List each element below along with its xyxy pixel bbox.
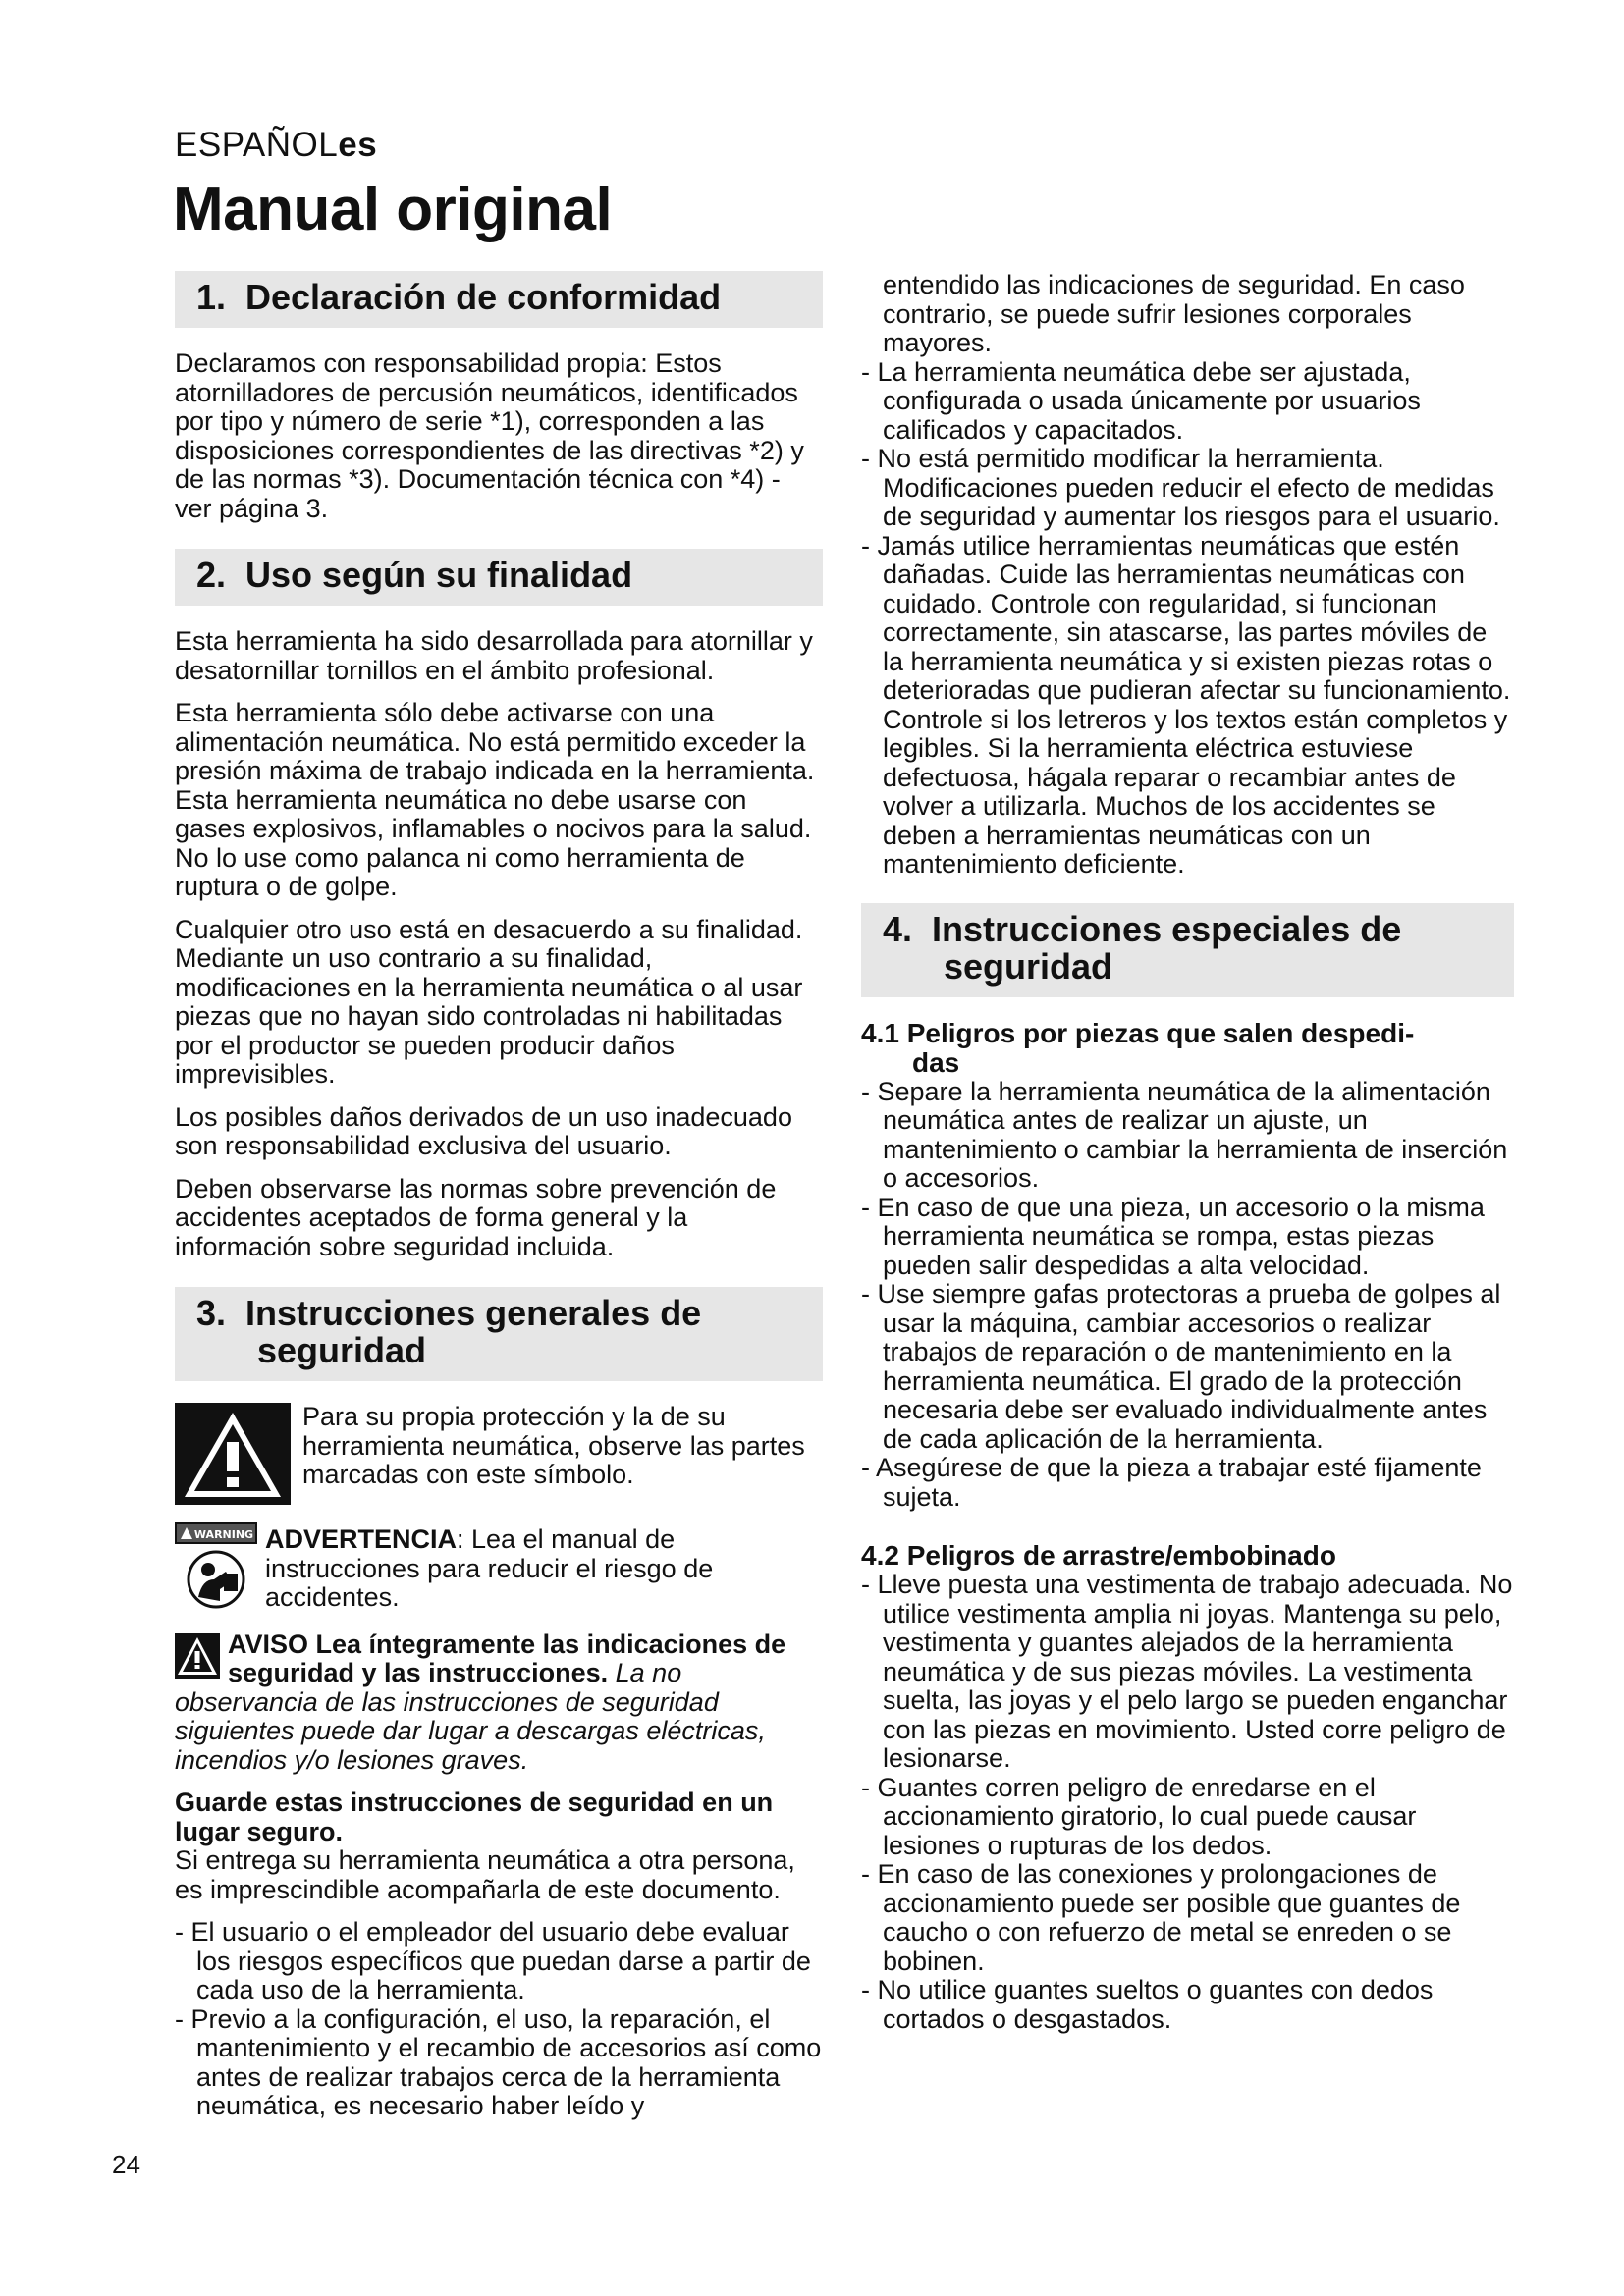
section-2-heading: 2. Uso según su finalidad xyxy=(175,549,823,606)
section-2-paragraph: Cualquier otro uso está en desacuerdo a su finalidad. Mediante un uso contrario a su finalidad, modificaciones en la herramienta neumática o al usar piezas que no hayan sido controladas ni habilitadas por el productor se pueden producir daños imprevisibles. xyxy=(175,914,803,1089)
subsection-4-1-list xyxy=(861,1078,1514,1513)
guarde-text: Si entrega su herramienta neumática a otra persona, es imprescindible acompañarla de este documento. xyxy=(175,1845,795,1904)
section-2-paragraph: Esta herramienta ha sido desarrollada para atornillar y desatornillar tornillos en el ámbito profesional. xyxy=(175,626,813,685)
list-item: - Previo a la configuración, el uso, la reparación, el mantenimiento y el recambio de accesorios así como antes de realizar trabajos cerca de la herramienta neumática, es necesario haber leído y xyxy=(175,2005,823,2121)
list-item: - Use siempre gafas protectoras a prueba de golpes al usar la máquina, cambiar accesorios o realizar trabajos de reparación o de mantenimiento en la herramienta neumática. El grado de la protección necesaria debe ser evaluado individualmente antes de cada aplicación de la herramienta. xyxy=(861,1280,1514,1454)
language-label: ESPAÑOLes xyxy=(175,126,378,164)
list-item: - La herramienta neumática debe ser ajustada, configurada o usada únicamente por usuarios calificados y capacitados. xyxy=(861,358,1514,446)
list-item: - Jamás utilice herramientas neumáticas que estén dañadas. Cuide las herramientas neumáticas con cuidado. Controle con regularidad, si funcionan correctamente, sin atascarse, las partes móviles de la herramienta neumática y si existen piezas rotas o deterioradas que pudieran afectar su funcionamiento. Controle si los letreros y los textos están completos y legibles. Si la herramienta eléctrica estuviese defectuosa, hágala reparar o recambiar antes de volver a utilizarla. Muchos de los accidentes se deben a herramientas neumáticas con un mantenimiento deficiente. xyxy=(861,532,1514,880)
advertencia-text: ADVERTENCIA: Lea el manual de instrucciones para reducir el riesgo de accidentes. xyxy=(265,1524,714,1612)
page-number: 24 xyxy=(112,2150,140,2179)
list-item: - Guantes corren peligro de enredarse en el accionamiento giratorio, lo cual puede causar lesiones o rupturas de los dedos. xyxy=(861,1774,1514,1861)
list-item-continuation: entendido las indicaciones de seguridad. En caso contrario, se puede sufrir lesiones corporales mayores. xyxy=(883,270,1465,357)
section-1-paragraph: Declaramos con responsabilidad propia: Estos atornilladores de percusión neumáticos, identificados por tipo y número de serie *1), corresponden a las disposiciones correspondientes de las directivas *2) y de las normas *3). Documentación técnica con *4) - ver página 3. xyxy=(175,348,804,523)
language-code: es xyxy=(338,126,378,164)
section-1-heading: 1. Declaración de conformidad xyxy=(175,271,823,328)
warning-badge-text: WARNING xyxy=(193,1528,254,1541)
section-3-list xyxy=(175,1918,823,2121)
list-item: - Lleve puesta una vestimenta de trabajo adecuada. No utilice vestimenta amplia ni joyas. Mantenga su pelo, vestimenta y guantes alejados de la herramienta neumática y de sus piezas móviles. La vestimenta suelta, las joyas y el pelo largo se pueden enganchar con las piezas en movimiento. Usted corre peligro de lesionarse. xyxy=(861,1571,1514,1774)
advertencia-block xyxy=(175,1522,823,1613)
section-3-heading: 3. Instrucciones generales de seguridad xyxy=(175,1287,823,1381)
subsection-4-1-heading: 4.1 Peligros por piezas que salen despedi- das xyxy=(861,1017,1415,1078)
section-3-list-continued xyxy=(861,358,1514,880)
list-item: - En caso de que una pieza, un accesorio o la misma herramienta neumática se rompa, estas piezas pueden salir despedidas a alta velocidad. xyxy=(861,1194,1514,1281)
warning-triangle-icon xyxy=(175,1403,291,1505)
aviso-block: AVISO Lea íntegramente las indicaciones de seguridad y las instrucciones. La no observancia de las instrucciones de seguridad siguientes puede dar lugar a descargas eléctricas, incendios y/o lesiones graves. xyxy=(175,1629,786,1775)
section-4-heading: 4. Instrucciones especiales de seguridad xyxy=(861,903,1514,997)
list-item: - No está permitido modificar la herramienta. Modificaciones pueden reducir el efecto de medidas de seguridad y aumentar los riesgos para el usuario. xyxy=(861,445,1514,532)
list-item: - El usuario o el empleador del usuario debe evaluar los riesgos específicos que puedan darse a partir de cada uso de la herramienta. xyxy=(175,1918,823,2005)
subsection-4-2-heading: 4.2 Peligros de arrastre/embobinado xyxy=(861,1540,1336,1571)
warning-triangle-icon xyxy=(175,1633,220,1679)
subsection-4-2-list xyxy=(861,1571,1514,2034)
list-item: - Asegúrese de que la pieza a trabajar esté fijamente sujeta. xyxy=(861,1454,1514,1512)
list-item: - No utilice guantes sueltos o guantes con dedos cortados o desgastados. xyxy=(861,1976,1514,2034)
right-column xyxy=(861,271,1514,2046)
section-2-paragraph: Esta herramienta sólo debe activarse con una alimentación neumática. No está permitido exceder la presión máxima de trabajo indicada en la herramienta. Esta herramienta neumática no debe usarse con gases explosivos, inflamables o nocivos para la salud. No lo use como palanca ni como herramienta de ruptura o de golpe. xyxy=(175,698,815,901)
guarde-heading: Guarde estas instrucciones de seguridad en un lugar seguro. xyxy=(175,1788,774,1846)
section-2-paragraph: Deben observarse las normas sobre prevención de accidentes aceptados de forma general y la información sobre seguridad incluida. xyxy=(175,1173,777,1261)
read-manual-icon xyxy=(175,1522,257,1611)
left-column xyxy=(175,271,823,2133)
list-item: - En caso de las conexiones y prolongaciones de accionamiento puede ser posible que guantes de caucho o con refuerzo de metal se enreden o se bobinen. xyxy=(861,1860,1514,1976)
symbol-note xyxy=(175,1403,823,1505)
page-title: Manual original xyxy=(173,176,613,243)
symbol-note-text: Para su propia protección y la de su herramienta neumática, observe las partes marcadas con este símbolo. xyxy=(302,1402,805,1489)
list-item: - Separe la herramienta neumática de la alimentación neumática antes de realizar un ajuste, un mantenimiento o cambiar la herramienta de inserción o accesorios. xyxy=(861,1078,1514,1194)
section-2-paragraph: Los posibles daños derivados de un uso inadecuado son responsabilidad exclusiva del usuario. xyxy=(175,1101,792,1160)
